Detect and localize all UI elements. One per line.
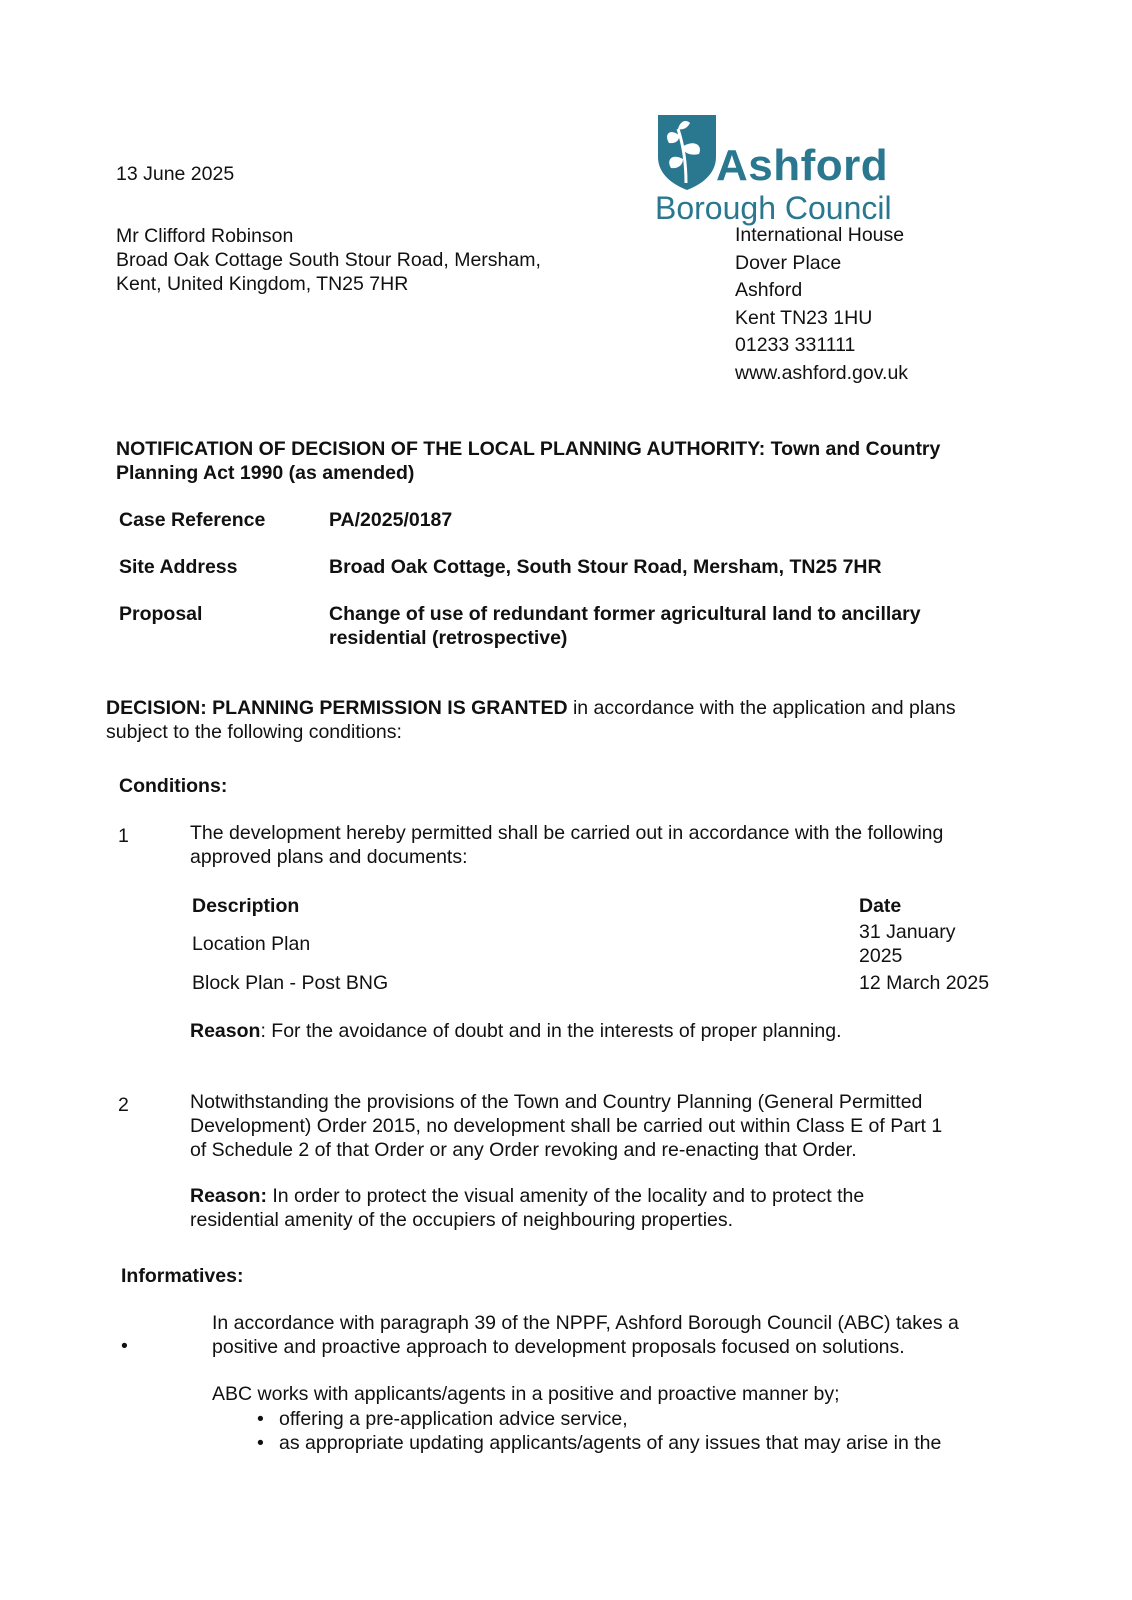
reason-text: residential amenity of the occupiers of neighbouring properties.: [190, 1209, 734, 1231]
letter-date: 13 June 2025: [116, 163, 235, 185]
site-address-value: Broad Oak Cottage, South Stour Road, Mersham, TN25 7HR: [329, 556, 882, 578]
table-cell-description: Block Plan - Post BNG: [192, 972, 389, 994]
condition-line: of Schedule 2 of that Order or any Order revoking and re-enacting that Order.: [190, 1139, 857, 1161]
decision-statement: [106, 696, 1026, 744]
condition-1-text: [190, 821, 943, 869]
date-line: 2025: [859, 945, 903, 967]
condition-1-reason: [190, 1019, 842, 1043]
council-address-line: International House: [735, 224, 905, 246]
proposal-line: residential (retrospective): [329, 627, 568, 649]
condition-number: 1: [118, 825, 129, 847]
proposal-label: Proposal: [119, 603, 203, 625]
reason-label: Reason: [190, 1020, 261, 1042]
reason-label: Reason:: [190, 1185, 267, 1207]
recipient-address-line: Broad Oak Cottage South Stour Road, Mersham,: [116, 249, 541, 271]
informatives-heading: Informatives:: [121, 1265, 244, 1287]
condition-2-text: [190, 1090, 942, 1162]
reason-text: : For the avoidance of doubt and in the interests of proper planning.: [260, 1020, 842, 1042]
site-address-label: Site Address: [119, 556, 238, 578]
recipient-name: Mr Clifford Robinson: [116, 225, 294, 247]
decision-text: subject to the following conditions:: [106, 721, 402, 743]
condition-line: approved plans and documents:: [190, 846, 468, 868]
informative-paragraph: ABC works with applicants/agents in a positive and proactive manner by;: [212, 1383, 840, 1405]
condition-line: Development) Order 2015, no development shall be carried out within Class E of Part 1: [190, 1115, 943, 1137]
condition-2-reason: [190, 1184, 864, 1232]
reason-text: In order to protect the visual amenity of the locality and to protect the: [266, 1185, 865, 1207]
informative-bullet: •: [121, 1335, 128, 1357]
condition-line: Notwithstanding the provisions of the Town and Country Planning (General Permitted: [190, 1091, 923, 1113]
proposal-value: [329, 602, 921, 650]
council-logo-name: Ashford: [716, 141, 889, 190]
council-address-line: Dover Place: [735, 251, 842, 274]
heading-line: NOTIFICATION OF DECISION OF THE LOCAL PLANNING AUTHORITY: Town and Country: [116, 438, 941, 460]
table-cell-description: Location Plan: [192, 933, 311, 955]
condition-number: 2: [118, 1094, 129, 1116]
table-header-description: Description: [192, 895, 300, 917]
condition-line: The development hereby permitted shall be carried out in accordance with the following: [190, 822, 944, 844]
conditions-heading: Conditions:: [119, 775, 228, 797]
leaf-shield-icon: [656, 113, 718, 191]
proposal-line: Change of use of redundant former agricultural land to ancillary: [329, 603, 921, 625]
case-reference-label: Case Reference: [119, 509, 266, 531]
informative-paragraph: [212, 1311, 959, 1359]
heading-line: Planning Act 1990 (as amended): [116, 462, 415, 484]
informative-line: positive and proactive approach to development proposals focused on solutions.: [212, 1336, 905, 1358]
decision-text: in accordance with the application and plans: [567, 697, 956, 719]
list-item: • as appropriate updating applicants/agents of any issues that may arise in the: [279, 1431, 941, 1455]
council-logo-subtitle: Borough Council: [655, 190, 892, 226]
recipient-address: [116, 224, 541, 296]
council-website: www.ashford.gov.uk: [735, 361, 909, 384]
notification-heading: [116, 437, 940, 485]
council-phone: 01233 331111: [735, 334, 856, 356]
informative-line: In accordance with paragraph 39 of the NPPF, Ashford Borough Council (ABC) takes a: [212, 1312, 959, 1334]
table-header-date: Date: [859, 895, 902, 917]
council-address-line: Kent TN23 1HU: [735, 306, 873, 329]
decision-bold: DECISION: PLANNING PERMISSION IS GRANTED: [106, 697, 568, 719]
table-cell-date: 12 March 2025: [859, 972, 990, 994]
table-cell-date: [859, 920, 955, 968]
date-line: 31 January: [859, 921, 956, 943]
list-item: • offering a pre-application advice service,: [279, 1407, 628, 1431]
case-reference-value: PA/2025/0187: [329, 509, 453, 531]
council-address: [735, 222, 908, 387]
council-address-line: Ashford: [735, 279, 803, 301]
recipient-address-line: Kent, United Kingdom, TN25 7HR: [116, 273, 409, 295]
